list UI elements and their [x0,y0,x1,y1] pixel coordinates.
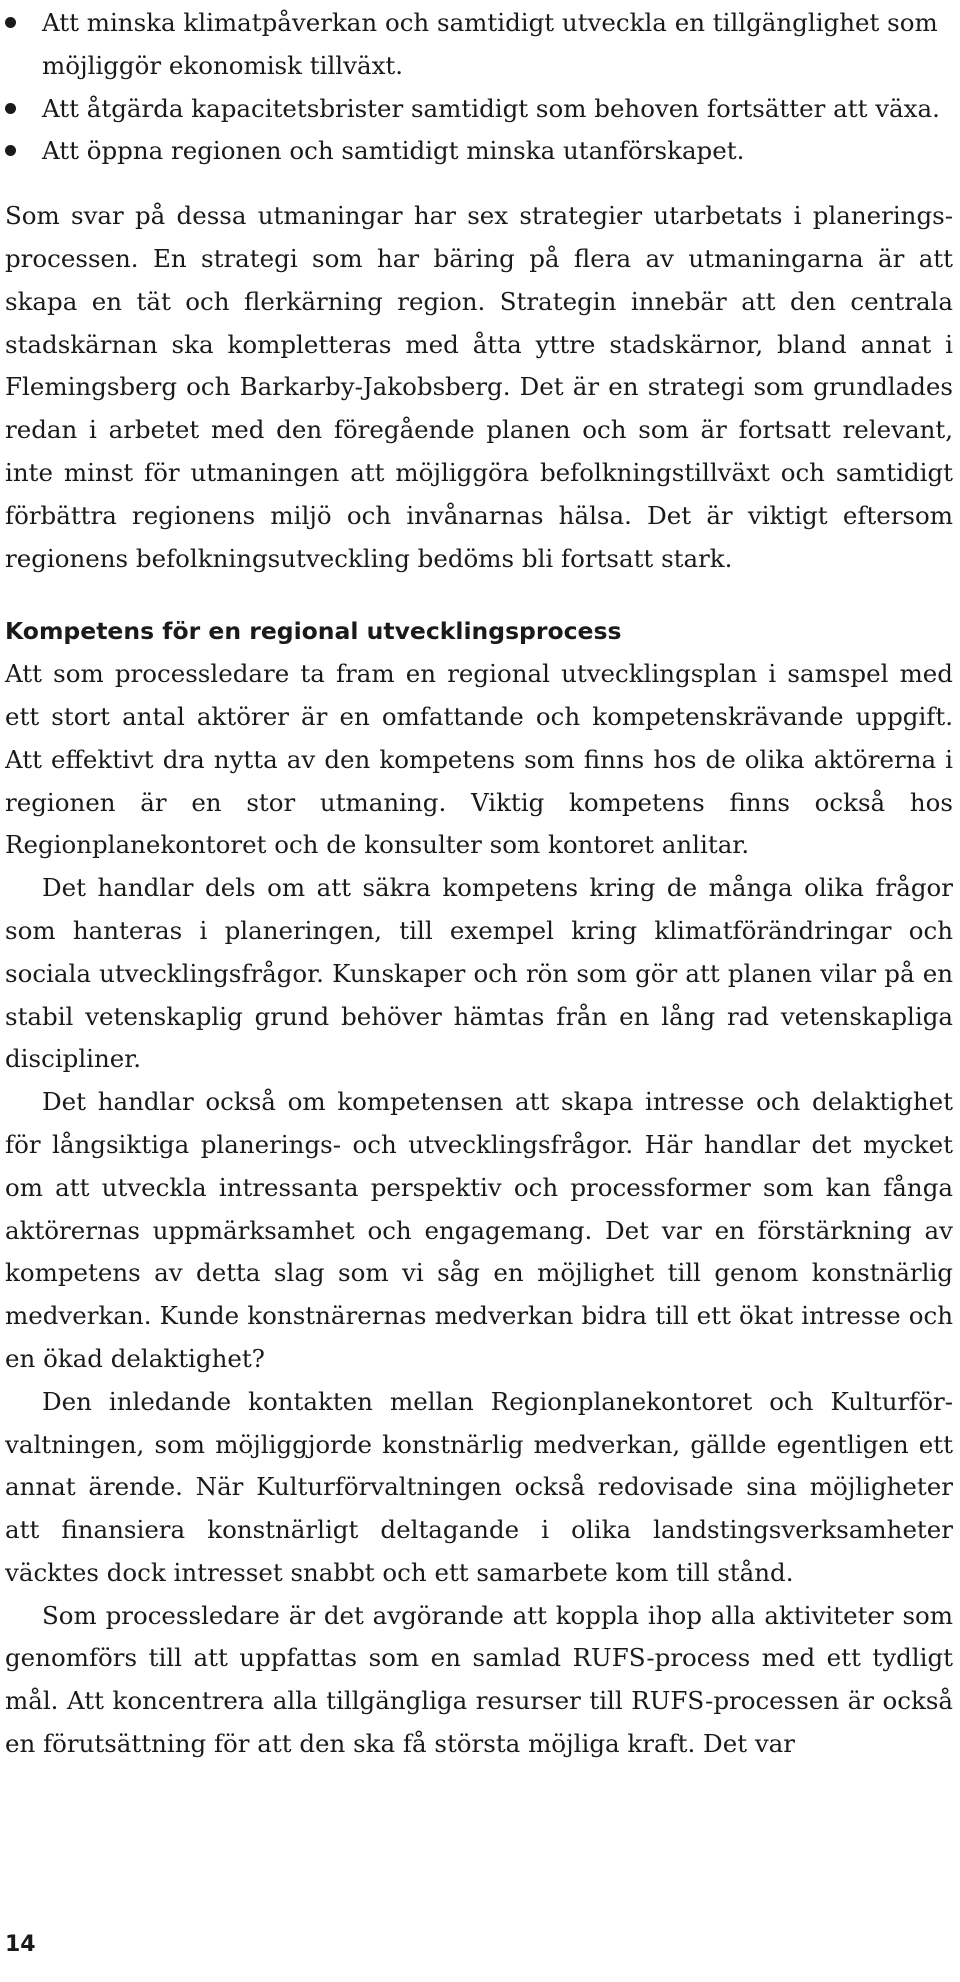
section-heading: Kompetens för en regional utvecklingsprocess [5,617,622,646]
page-number: 14 [5,1932,36,1957]
list-item-text: Att minska klimatpåverkan och samtidigt utveckla en tillgänglighet som möjliggör ekonomisk tillväxt. [42,8,938,80]
list-item-text: Att åtgärda kapacitetsbrister samtidigt som behoven fortsätter att växa. [42,93,940,123]
bullet-icon [5,103,16,114]
paragraph: Det handlar dels om att säkra kompetens kring de många olika frågor som hanteras i planeringen, till exempel kring klimatförändringar och sociala utvecklingsfrågor. Kunskaper och rön som gör att planen vilar på en stabil vetenskaplig grund behöver hämtas från en lång rad vetenskapliga discipliner. [5,873,953,1074]
paragraph: Som processledare är det avgörande att koppla ihop alla aktiviteter som genomförs till att uppfattas som en samlad RUFS-process med ett tydligt mål. Att koncentrera alla tillgängliga resurser till RUFS-processen är också en förutsättning för att den ska få största möjliga kraft. Det var [5,1600,953,1759]
list-item [5,2,953,88]
spacer [5,173,953,195]
paragraph: Det handlar också om kompetensen att skapa intresse och delaktighet för långsiktiga planerings- och utvecklingsfrågor. Här handlar det mycket om att utveckla intressanta perspektiv och processformer som kan fånga aktörernas uppmärksamhet och engagemang. Det var en förstärkning av kompetens av detta slag som vi såg en möjlighet till genom konstnärlig medverkan. Kunde konstnärernas medverkan bidra till ett ökat intresse och en ökad delaktighet? [5,1087,953,1373]
bullet-icon [5,145,16,156]
paragraph: Att som processledare ta fram en regional utvecklingsplan i samspel med ett stort antal aktörer är en omfattande och kompetenskrävande uppgift. Att effektivt dra nytta av den kompetens som finns hos de olika aktörerna i regionen är en stor utmaning. Viktig kompetens finns också hos Regionplanekontoret och de konsulter som kontoret anlitar. [5,659,953,860]
bullet-icon [5,17,16,28]
bullet-list [5,2,953,173]
list-item [5,88,953,131]
paragraph: Den inledande kontakten mellan Regionplanekontoret och Kulturförvaltningen, som möjliggjorde konstnärlig medverkan, gällde egentligen ett annat ärende. När Kulturförvaltningen också redovisade sina möjligheter att finansiera konstnärligt deltagande i olika landstingsverksamheter väcktes dock intresset snabbt och ett samarbete kom till stånd. [5,1386,953,1587]
body-text [5,2,953,1766]
intro-paragraph: Som svar på dessa utmaningar har sex strategier utarbetats i planeringsprocessen. En strategi som har bäring på flera av utmaningarna är att skapa en tät och flerkärning region. Strategin innebär att den centrala stadskärnan ska kompletteras med åtta yttre stadskärnor, bland annat i Flemingsberg och Barkarby-Jakobsberg. Det är en strategi som grundlades redan i arbetet med den föregående planen och som är fortsatt relevant, inte minst för utmaningen att möjliggöra befolkningstillväxt och samtidigt förbättra regionens miljö och invånarnas hälsa. Det är viktigt eftersom regionens befolkningsutveckling bedöms bli fortsatt stark. [5,201,953,573]
list-item [5,130,953,173]
list-item-text: Att öppna regionen och samtidigt minska utanförskapet. [42,136,745,166]
